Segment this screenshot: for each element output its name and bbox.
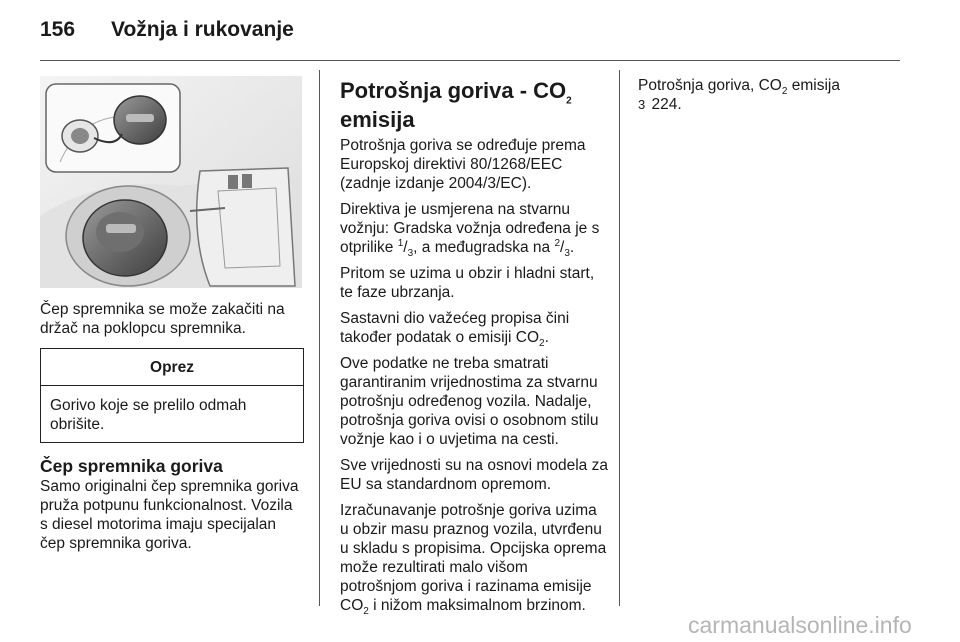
column-divider — [619, 70, 620, 606]
section-title-text: Potrošnja goriva - CO — [340, 78, 567, 103]
subscript: 2 — [363, 606, 369, 618]
cross-reference[interactable] — [638, 76, 900, 114]
paragraph: Potrošnja goriva se određuje prema Europskoj direktivi 80/1268/EEC (zadnje izdanje 2004/3/EC). — [340, 137, 586, 192]
paragraph: Sve vrijednosti su na osnovi modela za EU sa standardnom opremom. — [340, 457, 608, 493]
chapter-title: Vožnja i rukovanje — [111, 18, 294, 41]
text-run: Sastavni dio važećeg propisa čini također podatak o emisiji CO — [340, 310, 570, 346]
section-title-text-2: emisija — [340, 107, 415, 132]
column-middle — [340, 76, 608, 622]
paragraph: Pritom se uzima u obzir i hladni start, te faze ubrzanja. — [340, 265, 595, 301]
illustration-caption: Čep spremnika se može zakačiti na držač na poklopcu spremnika. — [40, 301, 285, 337]
fuel-cap-illustration — [40, 76, 302, 288]
column-left — [40, 76, 304, 560]
paragraph-fractions: Direktiva je usmjerena na stvarnu vožnju: Gradska vožnja određena je s otprilike $^1/_3$, a međugradska na $^2/_3$. — [340, 201, 600, 260]
section-title — [340, 76, 608, 134]
fraction-numerator: 2 — [554, 237, 561, 249]
reference-text: emisija — [787, 77, 840, 94]
reference-text: Potrošnja goriva, CO — [638, 77, 782, 94]
fraction-denominator: 3 — [407, 248, 414, 260]
text-run: Izračunavanje potrošnje goriva uzima u obzir masu praznog vozila, utvrđenu u skladu s propisima. Opcijska oprema može rezultirati malo višom potrošnjom goriva i razinama emisije CO — [340, 502, 607, 614]
text-run: Direktiva je usmjerena na stvarnu vožnju: Gradska vožnja određena je s otprilike — [340, 201, 600, 256]
caution-box — [40, 348, 304, 443]
reference-page: 224. — [651, 96, 682, 113]
text-run: , a međugradska na — [413, 239, 555, 256]
header-rule — [40, 60, 900, 61]
watermark: carmanualsonline.info — [688, 612, 912, 638]
paragraph-co2 — [340, 309, 608, 350]
caution-title: Oprez — [41, 349, 303, 386]
reference-arrow-icon: 3 — [638, 97, 646, 112]
paragraph: Ove podatke ne treba smatrati garantiranim vrijednostima za stvarnu potrošnju određenog vozila. Nadalje, potrošnja goriva ovisi o osobnom stilu vožnje kao i o uvjetima na cesti. — [340, 355, 599, 448]
subscript: 2 — [781, 86, 788, 98]
column-right — [638, 76, 900, 121]
column-divider — [319, 70, 320, 606]
fraction-numerator: 1 — [397, 237, 404, 249]
text-run: . — [544, 329, 549, 346]
text-run: . — [569, 239, 575, 256]
paragraph-co2 — [340, 501, 608, 618]
fuel-cap-paragraph: Samo originalni čep spremnika goriva pruža potpunu funkcionalnost. Vozila s diesel motorima imaju specijalan čep spremnika goriva. — [40, 478, 299, 552]
text-run: i nižom maksimalnom brzinom. — [368, 597, 586, 614]
caution-text: Gorivo koje se prelilo odmah obrišite. — [50, 397, 247, 433]
fuel-cap-heading: Čep spremnika goriva — [40, 456, 223, 476]
page-number: 156 — [40, 18, 76, 41]
section-title-subscript: 2 — [566, 95, 572, 107]
fraction-denominator: 3 — [564, 248, 570, 260]
subscript: 2 — [539, 338, 545, 350]
